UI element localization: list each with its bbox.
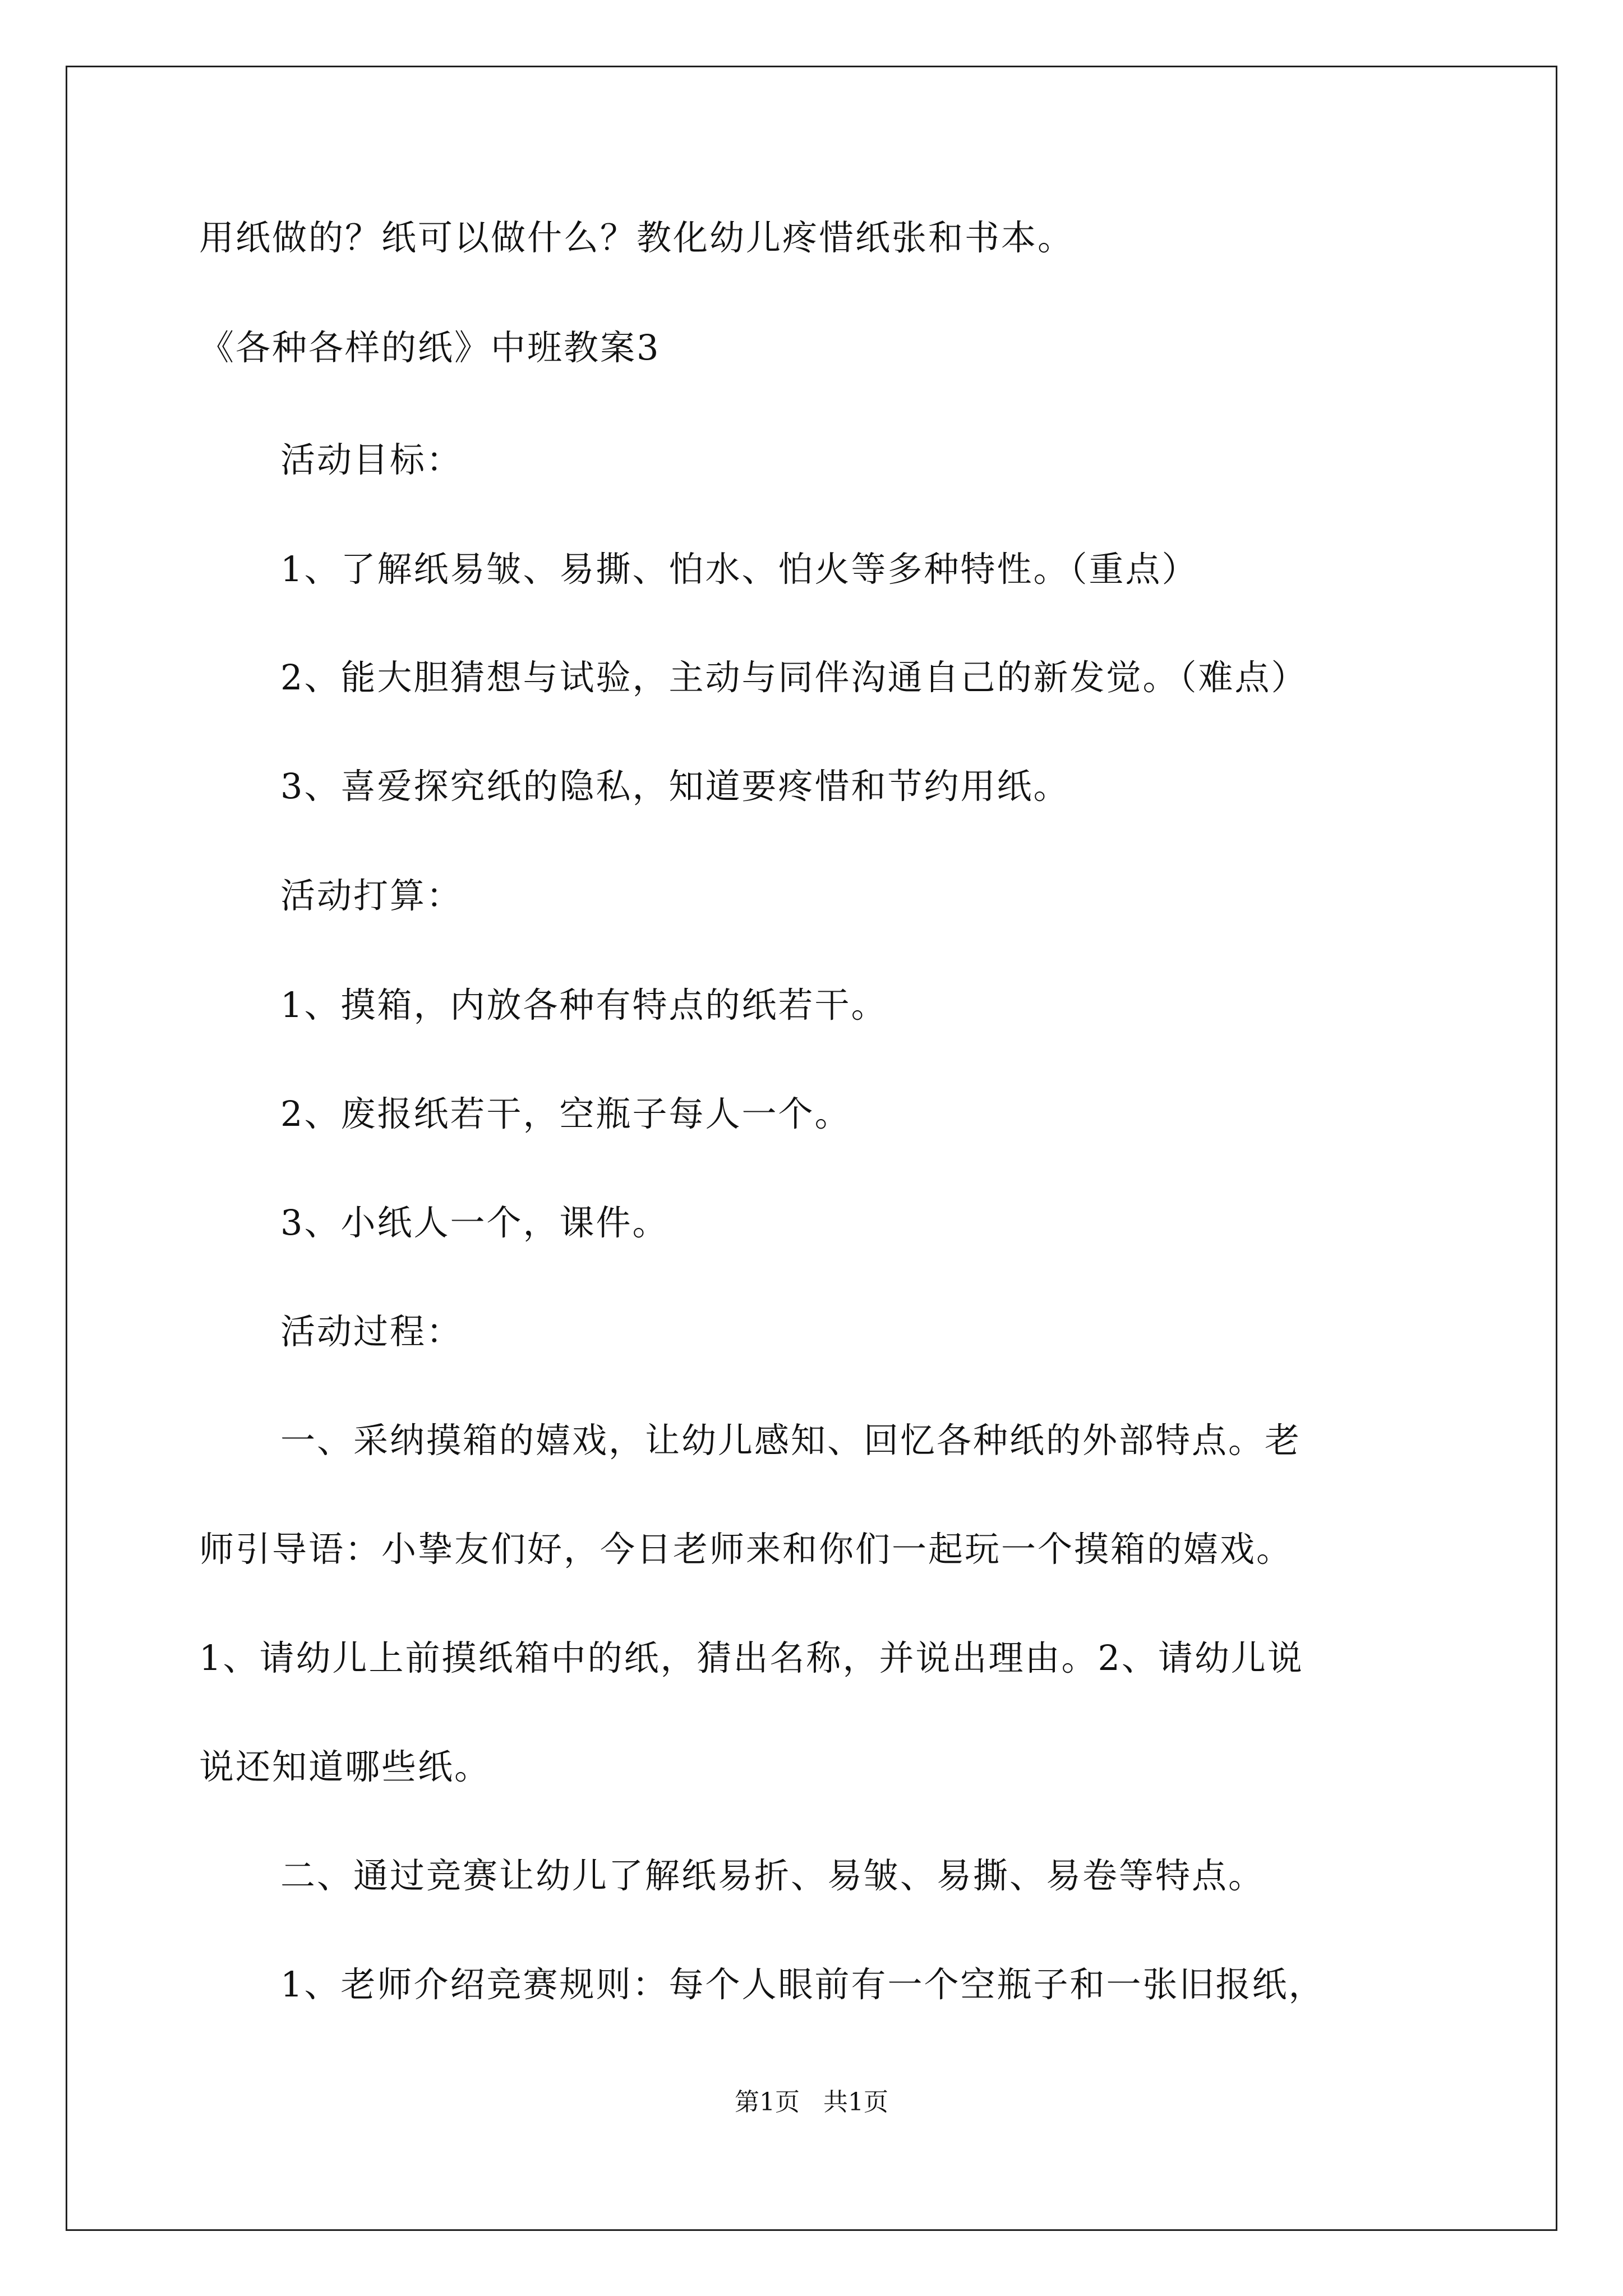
goal-item-2: 2、能大胆猜想与试验，主动与同伴沟通自己的新发觉。（难点）: [280, 657, 1308, 698]
process-paragraph-1-line-2: 师引导语：小挚友们好，今日老师来和你们一起玩一个摸箱的嬉戏。: [199, 1529, 1293, 1570]
heading-activity-preparation: 活动打算：: [280, 875, 463, 916]
page-footer: 第1页 共1页: [735, 2088, 888, 2116]
heading-activity-goals: 活动目标：: [280, 439, 463, 480]
goal-item-3: 3、喜爱探究纸的隐私，知道要疼惜和节约用纸。: [280, 766, 1070, 807]
body-line-1: 用纸做的？纸可以做什么？教化幼儿疼惜纸张和书本。: [199, 217, 1075, 258]
preparation-item-1: 1、摸箱，内放各种有特点的纸若干。: [280, 984, 888, 1025]
goal-item-1: 1、了解纸易皱、易撕、怕水、怕火等多种特性。（重点）: [280, 549, 1198, 590]
preparation-item-3: 3、小纸人一个，课件。: [280, 1202, 669, 1243]
preparation-item-2: 2、废报纸若干，空瓶子每人一个。: [280, 1093, 851, 1134]
page-border: [66, 66, 1557, 2231]
process-paragraph-3: 1、老师介绍竞赛规则：每个人眼前有一个空瓶子和一张旧报纸，: [280, 1964, 1325, 2005]
process-paragraph-1-line-1: 一、采纳摸箱的嬉戏，让幼儿感知、回忆各种纸的外部特点。老: [280, 1420, 1302, 1461]
process-paragraph-1-line-4: 说还知道哪些纸。: [199, 1746, 491, 1787]
heading-activity-process: 活动过程：: [280, 1311, 463, 1352]
process-paragraph-2: 二、通过竞赛让幼儿了解纸易折、易皱、易撕、易卷等特点。: [280, 1855, 1265, 1896]
process-paragraph-1-line-3: 1、请幼儿上前摸纸箱中的纸，猜出名称，并说出理由。2、请幼儿说: [199, 1637, 1304, 1678]
section-title: 《各种各样的纸》中班教案3: [199, 327, 661, 368]
